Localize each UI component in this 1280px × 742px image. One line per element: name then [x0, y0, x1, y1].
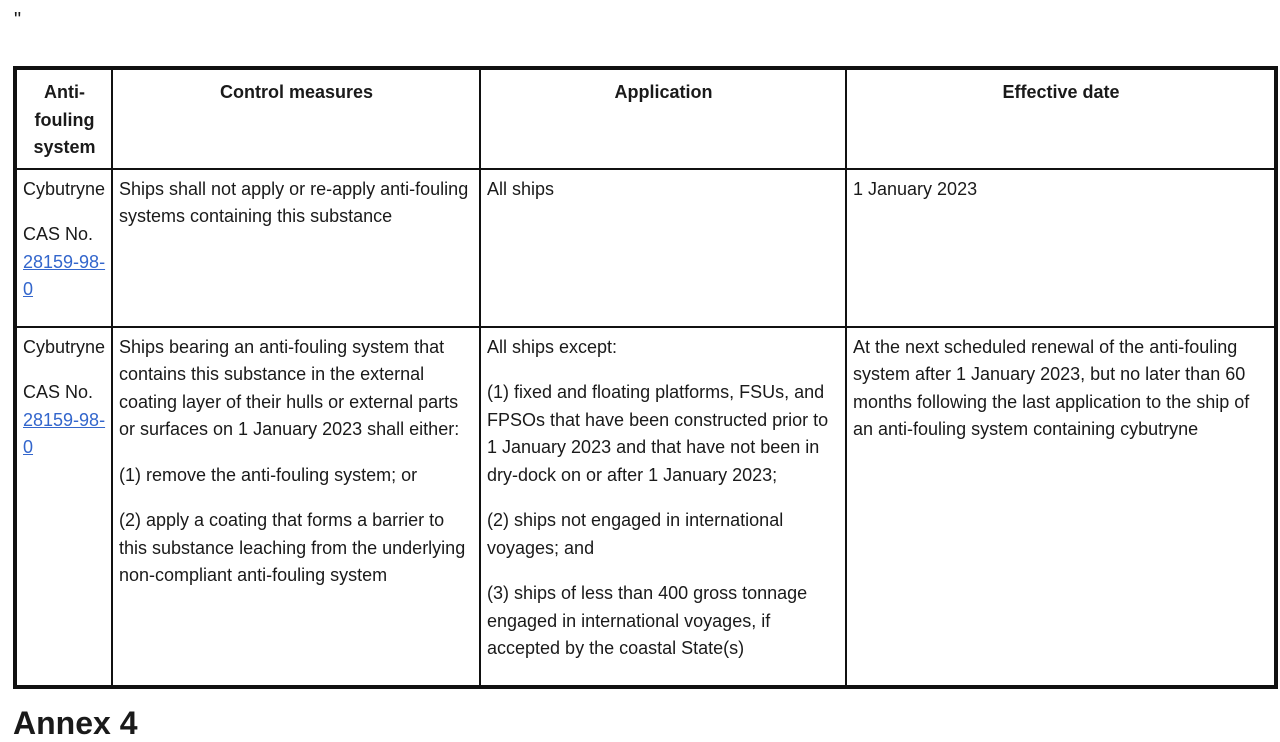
cell-system: [15, 169, 112, 327]
cell-effective-date: [846, 169, 1276, 327]
application-exception-1: (1) fixed and floating platforms, FSUs, and FPSOs that have been constructed prior to 1 January 2023 and that have not been in dry-dock on or after 1 January 2023;: [487, 382, 829, 485]
application-text: All ships: [487, 178, 555, 199]
effective-date-text: 1 January 2023: [853, 178, 978, 199]
table-header-row: [15, 68, 1276, 169]
cas-number-link[interactable]: 28159-98-0: [23, 251, 106, 299]
cas-block: [23, 221, 106, 304]
control-measure-option-1: (1) remove the anti-fouling system; or: [119, 464, 418, 485]
header-anti-fouling-system: Anti-fouling system: [15, 68, 112, 169]
cas-label: CAS No.: [23, 224, 94, 244]
cell-application: [480, 169, 846, 327]
cell-control-measures: [112, 327, 480, 687]
application-exception-3: (3) ships of less than 400 gross tonnage engaged in international voyages, if accepted by the coastal State(s): [487, 583, 808, 658]
system-name: Cybutryne: [23, 336, 106, 357]
application-exception-2: (2) ships not engaged in international voyages; and: [487, 510, 784, 558]
control-measure-text: Ships shall not apply or re-apply anti-fouling systems containing this substance: [119, 178, 469, 226]
header-application: Application: [480, 68, 846, 169]
anti-fouling-controls-table: [13, 66, 1278, 689]
table-row: [15, 327, 1276, 687]
cas-label: CAS No.: [23, 382, 94, 402]
annex-heading: Annex 4: [13, 705, 138, 741]
cas-number-link[interactable]: 28159-98-0: [23, 409, 106, 457]
application-text: All ships except:: [487, 336, 618, 357]
cell-system: [15, 327, 112, 687]
effective-date-text: At the next scheduled renewal of the anti-fouling system after 1 January 2023, but no later than 60 months following the last application to the ship of an anti-fouling system containing cybutryne: [853, 336, 1250, 439]
cell-effective-date: [846, 327, 1276, 687]
cas-block: [23, 379, 106, 462]
control-measure-option-2: (2) apply a coating that forms a barrier to this substance leaching from the underlying non-compliant anti-fouling system: [119, 510, 466, 585]
cell-application: [480, 327, 846, 687]
opening-quote-mark: ": [14, 9, 22, 31]
cell-control-measures: [112, 169, 480, 327]
control-measure-text: Ships bearing an anti-fouling system that contains this substance in the external coating layer of their hulls or external parts or surfaces on 1 January 2023 shall either:: [119, 336, 460, 439]
system-name: Cybutryne: [23, 178, 106, 199]
table-row: [15, 169, 1276, 327]
header-effective-date: Effective date: [846, 68, 1276, 169]
header-control-measures: Control measures: [112, 68, 480, 169]
